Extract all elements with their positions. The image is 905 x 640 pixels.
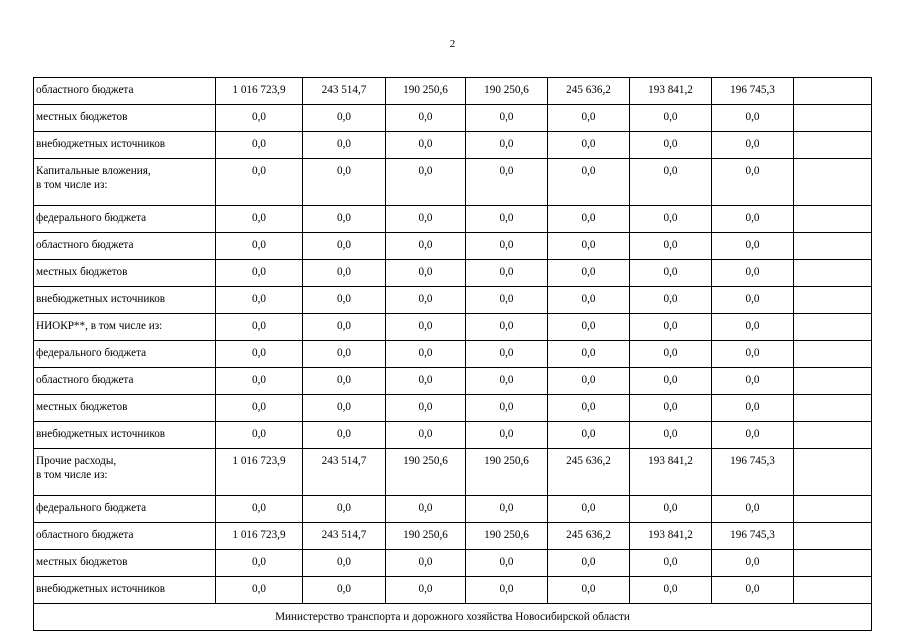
empty-cell bbox=[794, 159, 872, 206]
table-row bbox=[34, 523, 872, 550]
row-label-line: местных бюджетов bbox=[36, 266, 128, 278]
row-label bbox=[34, 105, 216, 132]
value-cell: 0,0 bbox=[630, 395, 712, 422]
value-cell: 0,0 bbox=[712, 132, 794, 159]
empty-cell bbox=[794, 550, 872, 577]
value-cell: 0,0 bbox=[712, 395, 794, 422]
value-cell: 0,0 bbox=[712, 105, 794, 132]
row-label-line: федерального бюджета bbox=[36, 347, 147, 359]
row-label-line: в том числе из: bbox=[36, 179, 108, 191]
value-cell: 0,0 bbox=[303, 341, 386, 368]
value-cell: 0,0 bbox=[466, 496, 548, 523]
value-cell: 0,0 bbox=[712, 577, 794, 604]
value-cell: 0,0 bbox=[548, 341, 630, 368]
value-cell: 0,0 bbox=[548, 577, 630, 604]
value-cell: 0,0 bbox=[712, 206, 794, 233]
value-cell: 0,0 bbox=[712, 314, 794, 341]
value-cell: 0,0 bbox=[630, 550, 712, 577]
value-cell: 0,0 bbox=[548, 496, 630, 523]
empty-cell bbox=[794, 105, 872, 132]
table-row bbox=[34, 132, 872, 159]
value-cell: 0,0 bbox=[216, 159, 303, 206]
table-row bbox=[34, 449, 872, 496]
value-cell: 0,0 bbox=[466, 260, 548, 287]
value-cell: 0,0 bbox=[712, 368, 794, 395]
value-cell: 0,0 bbox=[466, 132, 548, 159]
value-cell: 0,0 bbox=[386, 159, 466, 206]
value-cell: 0,0 bbox=[386, 287, 466, 314]
value-cell: 0,0 bbox=[303, 368, 386, 395]
row-label-line: местных бюджетов bbox=[36, 401, 128, 413]
value-cell: 0,0 bbox=[548, 132, 630, 159]
value-cell: 0,0 bbox=[216, 314, 303, 341]
row-label-line: областного бюджета bbox=[36, 239, 134, 251]
value-cell: 0,0 bbox=[216, 132, 303, 159]
value-cell: 0,0 bbox=[303, 287, 386, 314]
row-label-line: внебюджетных источников bbox=[36, 138, 166, 150]
table-row bbox=[34, 314, 872, 341]
row-label bbox=[34, 496, 216, 523]
value-cell: 0,0 bbox=[630, 577, 712, 604]
row-label-line: федерального бюджета bbox=[36, 502, 147, 514]
value-cell: 196 745,3 bbox=[712, 78, 794, 105]
row-label bbox=[34, 260, 216, 287]
table-row bbox=[34, 496, 872, 523]
value-cell: 0,0 bbox=[466, 422, 548, 449]
row-label-line: областного бюджета bbox=[36, 529, 134, 541]
row-label bbox=[34, 314, 216, 341]
row-label-line: в том числе из: bbox=[36, 469, 108, 481]
empty-cell bbox=[794, 577, 872, 604]
value-cell: 0,0 bbox=[303, 206, 386, 233]
value-cell: 0,0 bbox=[303, 577, 386, 604]
footer-row bbox=[34, 604, 872, 631]
row-label bbox=[34, 287, 216, 314]
value-cell: 0,0 bbox=[548, 368, 630, 395]
empty-cell bbox=[794, 314, 872, 341]
value-cell: 0,0 bbox=[216, 260, 303, 287]
value-cell: 0,0 bbox=[216, 395, 303, 422]
value-cell: 0,0 bbox=[548, 395, 630, 422]
table-row bbox=[34, 287, 872, 314]
table-row bbox=[34, 422, 872, 449]
value-cell: 0,0 bbox=[303, 550, 386, 577]
row-label bbox=[34, 523, 216, 550]
value-cell: 0,0 bbox=[303, 233, 386, 260]
row-label-line: НИОКР**, в том числе из: bbox=[36, 320, 163, 332]
value-cell: 0,0 bbox=[216, 368, 303, 395]
value-cell: 0,0 bbox=[386, 206, 466, 233]
value-cell: 0,0 bbox=[466, 577, 548, 604]
table-row bbox=[34, 78, 872, 105]
row-label bbox=[34, 233, 216, 260]
row-label-line: внебюджетных источников bbox=[36, 583, 166, 595]
table-row bbox=[34, 341, 872, 368]
value-cell: 1 016 723,9 bbox=[216, 78, 303, 105]
value-cell: 0,0 bbox=[712, 422, 794, 449]
value-cell: 0,0 bbox=[216, 550, 303, 577]
value-cell: 196 745,3 bbox=[712, 449, 794, 496]
value-cell: 0,0 bbox=[466, 368, 548, 395]
value-cell: 1 016 723,9 bbox=[216, 449, 303, 496]
value-cell: 0,0 bbox=[548, 422, 630, 449]
value-cell: 193 841,2 bbox=[630, 449, 712, 496]
value-cell: 0,0 bbox=[386, 368, 466, 395]
empty-cell bbox=[794, 422, 872, 449]
value-cell: 0,0 bbox=[216, 206, 303, 233]
value-cell: 0,0 bbox=[630, 132, 712, 159]
value-cell: 0,0 bbox=[303, 496, 386, 523]
empty-cell bbox=[794, 233, 872, 260]
value-cell: 0,0 bbox=[386, 422, 466, 449]
value-cell: 245 636,2 bbox=[548, 523, 630, 550]
value-cell: 0,0 bbox=[466, 314, 548, 341]
row-label-line: Прочие расходы, bbox=[36, 455, 117, 467]
value-cell: 0,0 bbox=[216, 577, 303, 604]
table-row bbox=[34, 577, 872, 604]
table-row bbox=[34, 105, 872, 132]
value-cell: 0,0 bbox=[548, 287, 630, 314]
value-cell: 0,0 bbox=[630, 206, 712, 233]
row-label bbox=[34, 368, 216, 395]
value-cell: 0,0 bbox=[630, 422, 712, 449]
value-cell: 0,0 bbox=[216, 341, 303, 368]
value-cell: 0,0 bbox=[303, 105, 386, 132]
value-cell: 243 514,7 bbox=[303, 78, 386, 105]
value-cell: 0,0 bbox=[548, 260, 630, 287]
value-cell: 0,0 bbox=[548, 233, 630, 260]
table-row bbox=[34, 368, 872, 395]
value-cell: 0,0 bbox=[630, 496, 712, 523]
value-cell: 0,0 bbox=[630, 233, 712, 260]
table-row bbox=[34, 550, 872, 577]
value-cell: 0,0 bbox=[712, 260, 794, 287]
value-cell: 245 636,2 bbox=[548, 449, 630, 496]
empty-cell bbox=[794, 260, 872, 287]
value-cell: 0,0 bbox=[712, 496, 794, 523]
empty-cell bbox=[794, 523, 872, 550]
value-cell: 243 514,7 bbox=[303, 523, 386, 550]
empty-cell bbox=[794, 132, 872, 159]
value-cell: 0,0 bbox=[386, 341, 466, 368]
value-cell: 0,0 bbox=[216, 496, 303, 523]
value-cell: 193 841,2 bbox=[630, 78, 712, 105]
row-label bbox=[34, 550, 216, 577]
empty-cell bbox=[794, 206, 872, 233]
value-cell: 0,0 bbox=[712, 287, 794, 314]
value-cell: 0,0 bbox=[548, 105, 630, 132]
value-cell: 0,0 bbox=[466, 206, 548, 233]
value-cell: 190 250,6 bbox=[386, 523, 466, 550]
row-label bbox=[34, 395, 216, 422]
value-cell: 0,0 bbox=[386, 395, 466, 422]
row-label bbox=[34, 78, 216, 105]
value-cell: 0,0 bbox=[466, 159, 548, 206]
value-cell: 1 016 723,9 bbox=[216, 523, 303, 550]
value-cell: 0,0 bbox=[712, 233, 794, 260]
value-cell: 0,0 bbox=[466, 341, 548, 368]
table-body bbox=[34, 78, 872, 631]
value-cell: 0,0 bbox=[303, 395, 386, 422]
value-cell: 0,0 bbox=[712, 550, 794, 577]
row-label bbox=[34, 577, 216, 604]
value-cell: 0,0 bbox=[466, 233, 548, 260]
value-cell: 193 841,2 bbox=[630, 523, 712, 550]
value-cell: 0,0 bbox=[548, 159, 630, 206]
value-cell: 0,0 bbox=[548, 206, 630, 233]
row-label-line: местных бюджетов bbox=[36, 556, 128, 568]
value-cell: 0,0 bbox=[466, 550, 548, 577]
value-cell: 0,0 bbox=[386, 233, 466, 260]
table-row bbox=[34, 206, 872, 233]
value-cell: 0,0 bbox=[630, 314, 712, 341]
value-cell: 196 745,3 bbox=[712, 523, 794, 550]
value-cell: 0,0 bbox=[216, 287, 303, 314]
table-row bbox=[34, 395, 872, 422]
value-cell: 0,0 bbox=[630, 341, 712, 368]
value-cell: 190 250,6 bbox=[466, 523, 548, 550]
value-cell: 0,0 bbox=[386, 260, 466, 287]
value-cell: 0,0 bbox=[386, 105, 466, 132]
value-cell: 0,0 bbox=[386, 496, 466, 523]
row-label-line: внебюджетных источников bbox=[36, 428, 166, 440]
value-cell: 245 636,2 bbox=[548, 78, 630, 105]
row-label bbox=[34, 449, 216, 496]
row-label-line: местных бюджетов bbox=[36, 111, 128, 123]
row-label-line: Капитальные вложения, bbox=[36, 165, 151, 177]
budget-table bbox=[33, 77, 872, 631]
value-cell: 0,0 bbox=[303, 260, 386, 287]
table-row bbox=[34, 159, 872, 206]
value-cell: 0,0 bbox=[216, 422, 303, 449]
value-cell: 0,0 bbox=[712, 159, 794, 206]
value-cell: 0,0 bbox=[630, 159, 712, 206]
value-cell: 190 250,6 bbox=[466, 78, 548, 105]
row-label-line: внебюджетных источников bbox=[36, 293, 166, 305]
value-cell: 0,0 bbox=[386, 577, 466, 604]
table-row bbox=[34, 260, 872, 287]
row-label-line: областного бюджета bbox=[36, 84, 134, 96]
empty-cell bbox=[794, 341, 872, 368]
empty-cell bbox=[794, 496, 872, 523]
value-cell: 190 250,6 bbox=[466, 449, 548, 496]
row-label bbox=[34, 341, 216, 368]
row-label-line: областного бюджета bbox=[36, 374, 134, 386]
value-cell: 0,0 bbox=[548, 314, 630, 341]
value-cell: 0,0 bbox=[630, 368, 712, 395]
value-cell: 0,0 bbox=[303, 132, 386, 159]
table-row bbox=[34, 233, 872, 260]
value-cell: 190 250,6 bbox=[386, 78, 466, 105]
value-cell: 0,0 bbox=[303, 314, 386, 341]
value-cell: 0,0 bbox=[216, 105, 303, 132]
value-cell: 0,0 bbox=[548, 550, 630, 577]
empty-cell bbox=[794, 368, 872, 395]
value-cell: 0,0 bbox=[303, 159, 386, 206]
value-cell: 0,0 bbox=[303, 422, 386, 449]
value-cell: 243 514,7 bbox=[303, 449, 386, 496]
ministry-name: Министерство транспорта и дорожного хозяйства Новосибирской области bbox=[34, 604, 872, 631]
row-label bbox=[34, 422, 216, 449]
value-cell: 0,0 bbox=[386, 550, 466, 577]
value-cell: 0,0 bbox=[630, 260, 712, 287]
value-cell: 0,0 bbox=[466, 105, 548, 132]
value-cell: 0,0 bbox=[712, 341, 794, 368]
value-cell: 190 250,6 bbox=[386, 449, 466, 496]
value-cell: 0,0 bbox=[630, 105, 712, 132]
empty-cell bbox=[794, 449, 872, 496]
page-number: 2 bbox=[449, 38, 456, 50]
empty-cell bbox=[794, 287, 872, 314]
empty-cell bbox=[794, 395, 872, 422]
row-label bbox=[34, 132, 216, 159]
row-label-line: федерального бюджета bbox=[36, 212, 147, 224]
empty-cell bbox=[794, 78, 872, 105]
row-label bbox=[34, 159, 216, 206]
row-label bbox=[34, 206, 216, 233]
value-cell: 0,0 bbox=[216, 233, 303, 260]
value-cell: 0,0 bbox=[630, 287, 712, 314]
value-cell: 0,0 bbox=[386, 132, 466, 159]
value-cell: 0,0 bbox=[466, 395, 548, 422]
value-cell: 0,0 bbox=[386, 314, 466, 341]
value-cell: 0,0 bbox=[466, 287, 548, 314]
